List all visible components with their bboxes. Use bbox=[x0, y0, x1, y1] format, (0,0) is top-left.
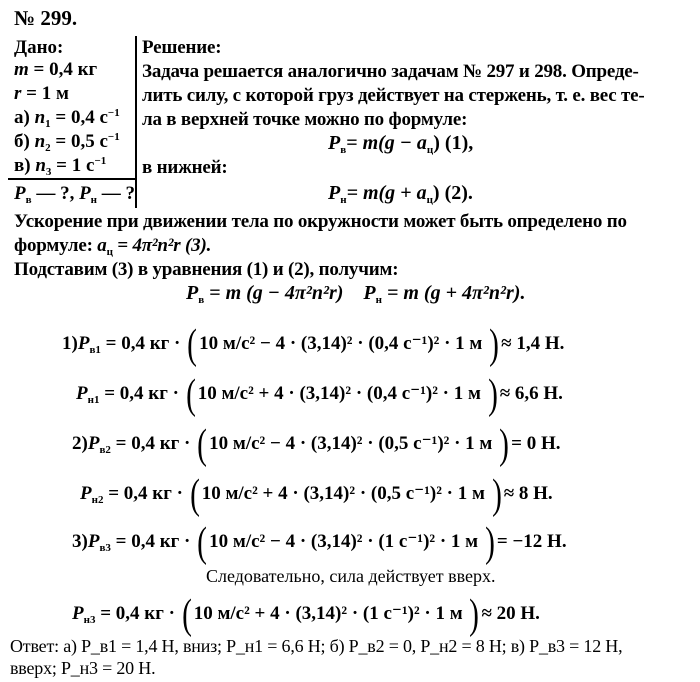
intro-line-3: ла в верхней точке можно по формуле: bbox=[142, 109, 468, 130]
problem-number: № 299. bbox=[14, 6, 78, 30]
solution-label: Решение: bbox=[142, 37, 222, 58]
calc-row-1: $1)P_{в1} = 0,4$ кг · ( 10 м/с² − 4 · (3,14)² · (0,4 с⁻¹)² · 1 м ) ≈ 1,4 Н. bbox=[62, 322, 565, 368]
given-block bbox=[0, 36, 136, 212]
given-n3: в) $n_3 = 1$ $с^{-1}$ bbox=[14, 155, 107, 178]
formula-lower: $P_н= m(g + a_ц)$ (2). bbox=[328, 182, 473, 206]
given-unknowns: $P_в$ — ?, $P_н$ — ? bbox=[14, 183, 136, 206]
formula-upper: $P_в= m(g - a_ц)$ (1), bbox=[328, 132, 474, 156]
given-label: Дано: bbox=[14, 37, 64, 58]
intro-line-2: лить силу, с которой груз действует на стержень, т. е. вес те- bbox=[142, 85, 645, 106]
conclusion: Следовательно, сила действует вверх. bbox=[206, 566, 496, 586]
accel-line-1: Ускорение при движении тела по окружности может быть определено по bbox=[14, 211, 627, 232]
lower-label: в нижней: bbox=[142, 157, 228, 178]
calc-row-3: $2)P_{в2} = 0,4$ кг · ( 10 м/с² − 4 · (3,14)² · (0,5 с⁻¹)² · 1 м ) = 0 Н. bbox=[72, 422, 561, 468]
answer-line-2: вверх; P_н3 = 20 Н. bbox=[10, 658, 156, 678]
given-divider-horizontal bbox=[8, 178, 136, 180]
given-n1: а) $n_1 = 0,4$ $с^{-1}$ bbox=[14, 107, 120, 130]
calc-row-2: $P_{н1} = 0,4$ кг · ( 10 м/с² + 4 · (3,14)² · (0,4 с⁻¹)² · 1 м ) ≈ 6,6 Н. bbox=[76, 372, 563, 418]
answer-line-1: Ответ: а) P_в1 = 1,4 Н, вниз; P_н1 = 6,6 Н; б) P_в2 = 0, P_н2 = 8 Н; в) P_в3 = 12 Н, bbox=[10, 636, 623, 656]
given-divider-vertical bbox=[135, 36, 137, 208]
intro-line-1: Задача решается аналогично задачам № 297 и 298. Опреде- bbox=[142, 61, 639, 82]
combined-formulas: $P_в = m$ (g − 4π²n²r) $P_н = m$ (g + 4π²n²r). bbox=[186, 282, 526, 306]
final-calc: $P_{н3} = 0,4$ кг · ( 10 м/с² + 4 · (3,14)² · (1 с⁻¹)² · 1 м ) ≈ 20 Н. bbox=[72, 592, 540, 638]
given-n2: б) $n_2 = 0,5$ $с^{-1}$ bbox=[14, 131, 120, 154]
given-mass: m = 0,4 кг bbox=[14, 59, 98, 80]
given-radius: r = 1 м bbox=[14, 83, 69, 104]
accel-line-2: формуле: $a_ц = 4\pi^2n^2r$ (3). bbox=[14, 235, 212, 258]
substitute-line: Подставим (3) в уравнения (1) и (2), получим: bbox=[14, 259, 399, 280]
calc-row-4: $P_{н2} = 0,4$ кг · ( 10 м/с² + 4 · (3,14)² · (0,5 с⁻¹)² · 1 м ) ≈ 8 Н. bbox=[80, 472, 553, 518]
calc-row-5: $3)P_{в3} = 0,4$ кг · ( 10 м/с² − 4 · (3,14)² · (1 с⁻¹)² · 1 м ) = −12 Н. bbox=[72, 520, 567, 566]
